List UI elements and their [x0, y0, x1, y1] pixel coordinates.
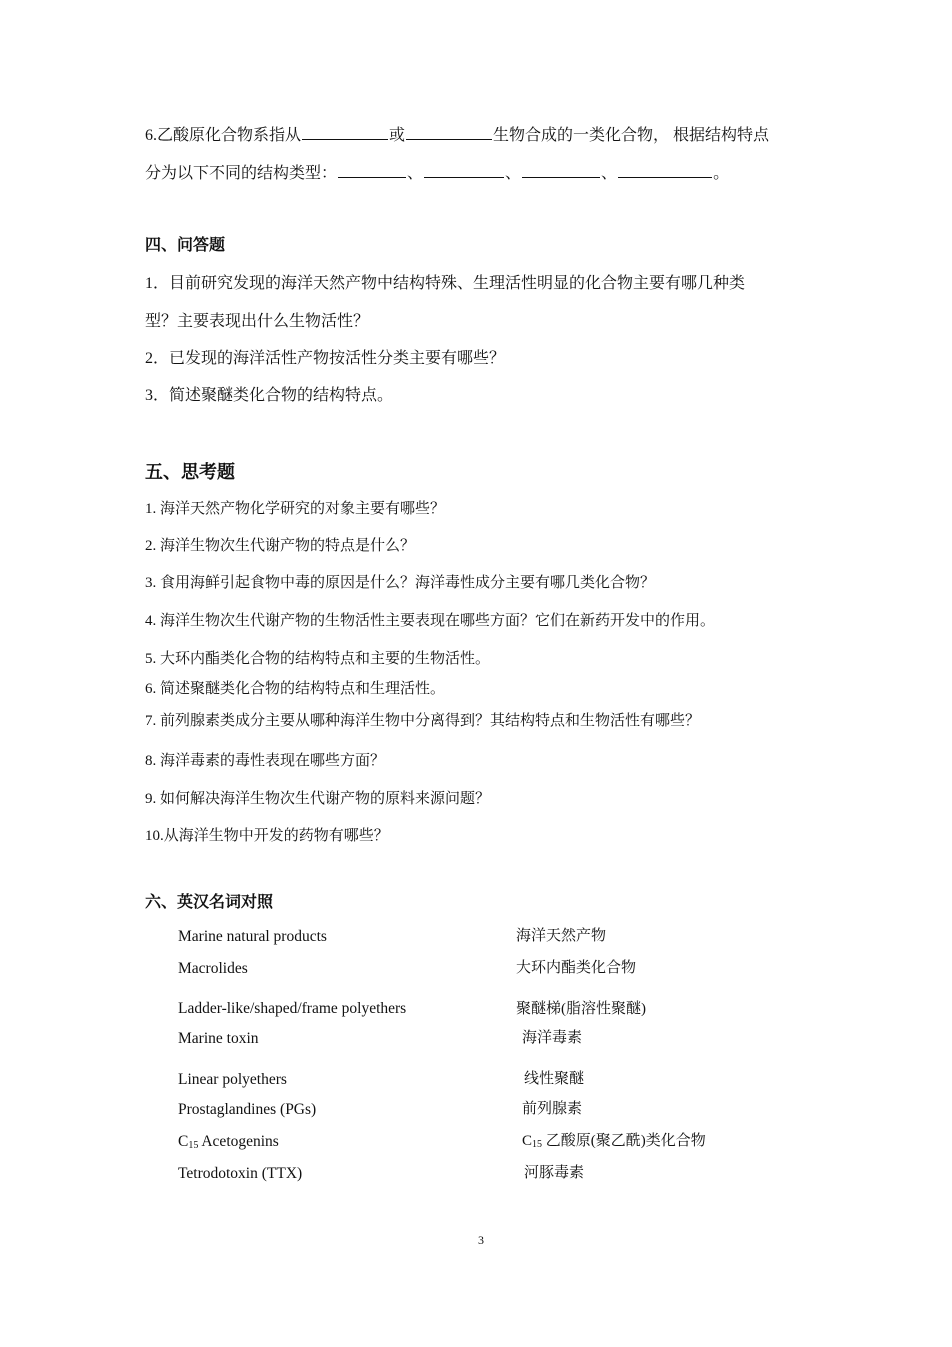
section-4-item: 3．简述聚醚类化合物的结构特点。 [145, 387, 394, 404]
q6-text-or: 或 [389, 127, 406, 144]
glossary-c-letter: C [178, 1133, 189, 1150]
section-5-item: 6. 简述聚醚类化合物的结构特点和生理活性。 [145, 681, 446, 697]
glossary-term-en: Linear polyethers [178, 1071, 287, 1088]
sep-2: 、 [505, 165, 522, 182]
section-5-item: 8. 海洋毒素的毒性表现在哪些方面？ [145, 753, 386, 769]
section-5-item: 10.从海洋生物中开发的药物有哪些？ [145, 828, 389, 844]
glossary-term-en: Macrolides [178, 960, 248, 977]
page-number: 3 [478, 1233, 484, 1247]
glossary-term-zh: 线性聚醚 [524, 1071, 585, 1087]
q6-end: 。 [713, 165, 730, 182]
blank-1 [302, 124, 388, 140]
section-5-item: 2. 海洋生物次生代谢产物的特点是什么？ [145, 538, 416, 554]
section-5-item: 4. 海洋生物次生代谢产物的生物活性主要表现在哪些方面？它们在新药开发中的作用。 [145, 613, 716, 629]
glossary-term-en: Tetrodotoxin (TTX) [178, 1165, 303, 1182]
section-5-item: 7. 前列腺素类成分主要从哪种海洋生物中分离得到？其结构特点和生物活性有哪些？ [145, 713, 701, 729]
blank-3 [338, 162, 406, 178]
section-5-item: 3. 食用海鲜引起食物中毒的原因是什么？海洋毒性成分主要有哪几类化合物？ [145, 575, 656, 591]
glossary-term-zh: 海洋天然产物 [516, 928, 607, 944]
glossary-term-zh: 河豚毒素 [524, 1165, 585, 1181]
q6-text-types: 分为以下不同的结构类型： [145, 165, 338, 182]
glossary-subscript: 15 [532, 1139, 543, 1150]
glossary-term-en: Marine toxin [178, 1030, 259, 1047]
section-5-item: 1. 海洋天然产物化学研究的对象主要有哪些？ [145, 501, 446, 517]
glossary-c-letter: C [522, 1133, 533, 1149]
section-5-heading: 五、思考题 [145, 462, 235, 482]
fill-in-question-6-line1 [145, 124, 769, 146]
section-4-heading: 四、问答题 [145, 237, 226, 254]
sep-3: 、 [601, 165, 618, 182]
glossary-term-en: Ladder-like/shaped/frame polyethers [178, 1000, 407, 1017]
glossary-term-zh: 聚醚梯(脂溶性聚醚) [516, 1001, 646, 1017]
glossary-term-zh: 海洋毒素 [522, 1030, 583, 1046]
glossary-term-zh: 前列腺素 [522, 1101, 583, 1117]
fill-in-question-6-line2 [145, 162, 729, 184]
q6-text-mid: 生物合成的一类化合物， 根据结构特点 [493, 127, 770, 144]
blank-5 [522, 162, 600, 178]
glossary-term-en: Marine natural products [178, 928, 327, 945]
section-5-item: 9. 如何解决海洋生物次生代谢产物的原料来源问题？ [145, 791, 491, 807]
section-5-item: 5. 大环内酯类化合物的结构特点和主要的生物活性。 [145, 651, 491, 667]
section-6-heading: 六、英汉名词对照 [145, 894, 274, 911]
glossary-term-zh: 大环内酯类化合物 [516, 960, 637, 976]
blank-6 [618, 162, 712, 178]
glossary-term-en-rest: Acetogenins [198, 1133, 279, 1150]
q6-text-start: 6.乙酸原化合物系指从 [145, 127, 302, 144]
section-4-item: 型？主要表现出什么生物活性？ [145, 313, 370, 330]
blank-2 [406, 124, 492, 140]
section-4-item: 2．已发现的海洋活性产物按活性分类主要有哪些？ [145, 350, 506, 367]
sep-1: 、 [407, 165, 424, 182]
section-4-item: 1．目前研究发现的海洋天然产物中结构特殊、生理活性明显的化合物主要有哪几种类 [145, 275, 746, 292]
glossary-term-en: Prostaglandines (PGs) [178, 1101, 317, 1118]
glossary-term-zh-rest: 乙酸原(聚乙酰)类化合物 [542, 1133, 706, 1149]
blank-4 [424, 162, 504, 178]
glossary-subscript: 15 [188, 1140, 199, 1151]
glossary-term-en [178, 1132, 279, 1156]
glossary-term-zh [522, 1131, 706, 1155]
